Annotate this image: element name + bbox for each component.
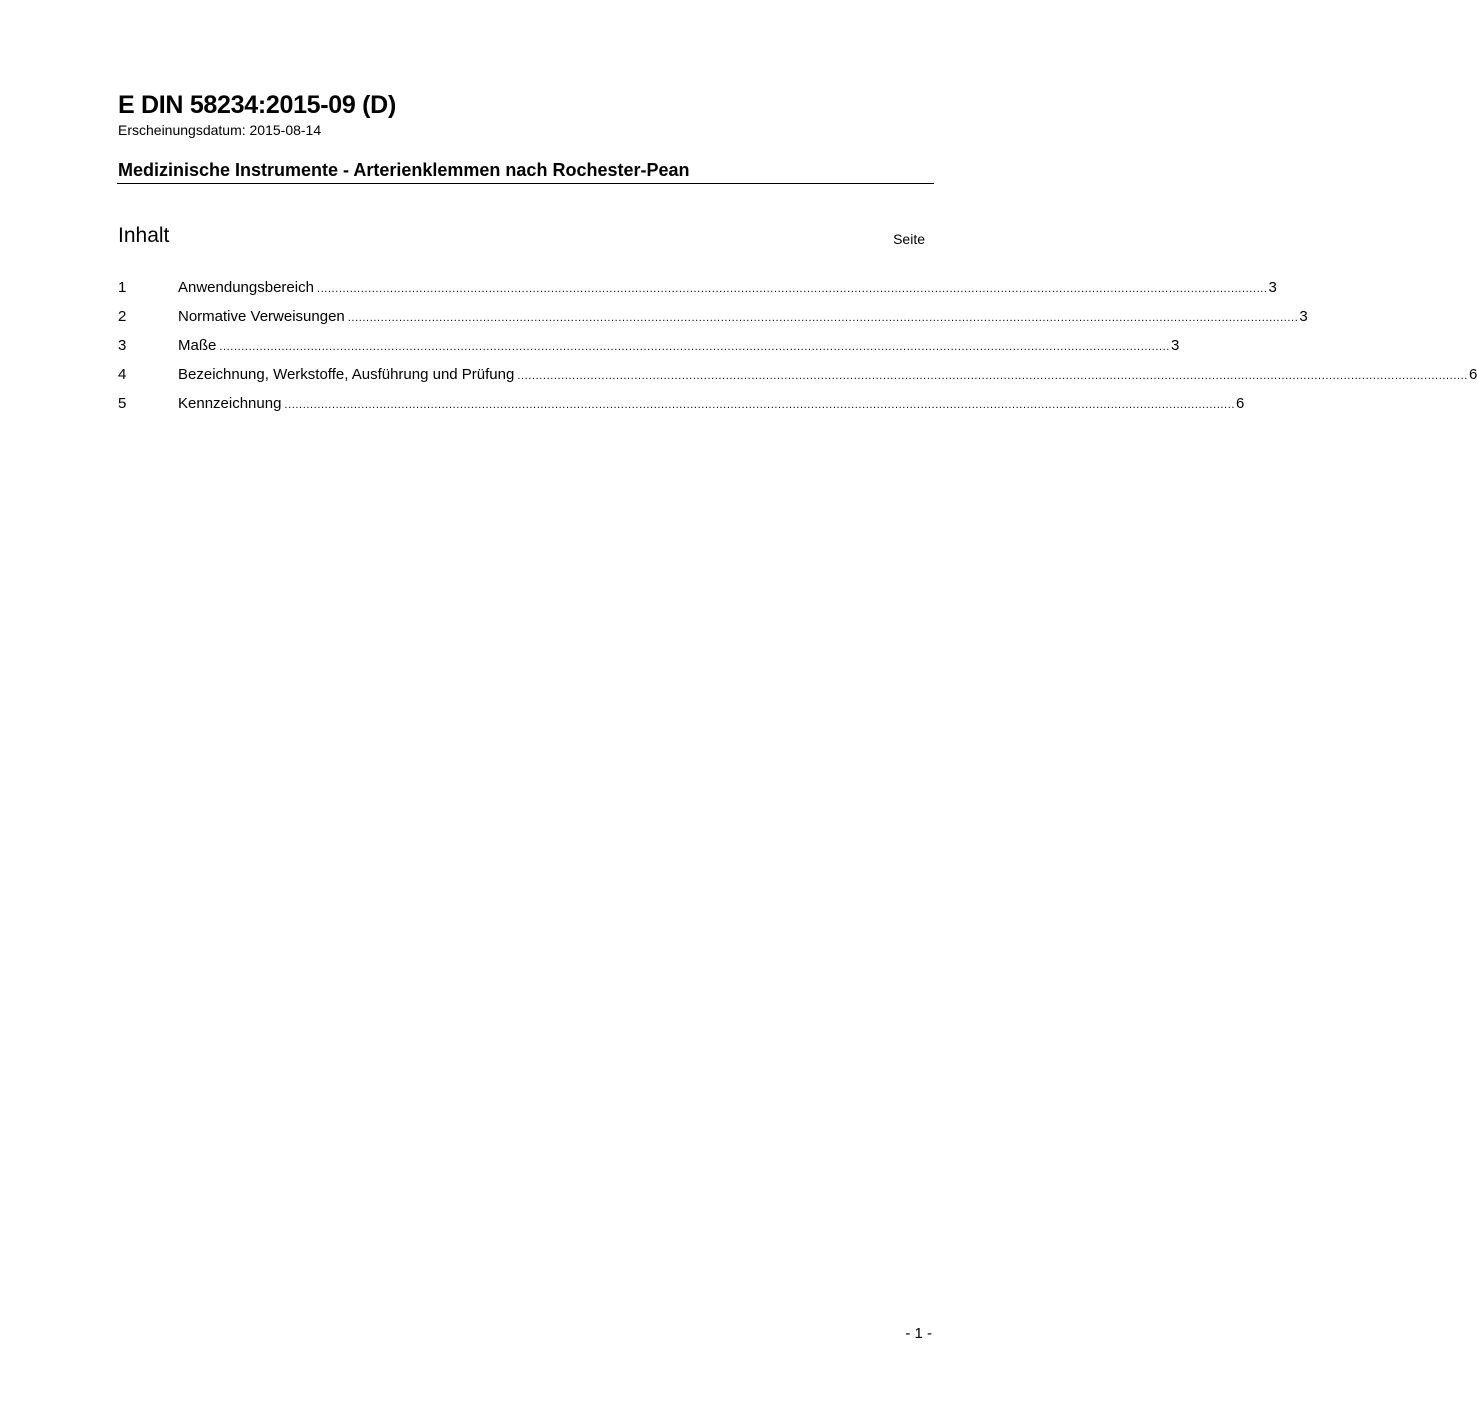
toc-entry-label[interactable]: Maße bbox=[178, 337, 217, 354]
toc-entry-page[interactable]: 3 bbox=[1299, 308, 1308, 325]
toc-entry[interactable] bbox=[118, 336, 1180, 365]
toc-page-column-label: Seite bbox=[893, 231, 925, 247]
toc-entry-label[interactable]: Anwendungsbereich bbox=[178, 279, 314, 296]
toc-entry-number: 1 bbox=[118, 279, 127, 296]
toc-entry-label[interactable]: Bezeichnung, Werkstoffe, Ausführung und Prüfung bbox=[178, 366, 515, 383]
toc-entry-number: 2 bbox=[118, 308, 127, 325]
toc-dot-leader: .................................................................................................................................................................................................................................................................... bbox=[517, 370, 1468, 382]
publication-date: Erscheinungsdatum: 2015-08-14 bbox=[118, 122, 322, 138]
toc-heading: Inhalt bbox=[118, 224, 170, 247]
toc-entry[interactable] bbox=[118, 278, 1277, 307]
toc-entry-number: 3 bbox=[118, 337, 127, 354]
toc-entry-page[interactable]: 3 bbox=[1170, 337, 1180, 354]
toc-entry-page[interactable]: 6 bbox=[1468, 366, 1477, 383]
title-divider bbox=[117, 183, 934, 184]
toc-entry[interactable] bbox=[118, 394, 1245, 423]
toc-dot-leader: .................................................................................................................................................................................................................................................................... bbox=[347, 312, 1299, 324]
toc-entry-label[interactable]: Normative Verweisungen bbox=[178, 308, 345, 325]
toc-dot-leader: .................................................................................................................................................................................................................................................................... bbox=[219, 341, 1170, 353]
toc-dot-leader: .................................................................................................................................................................................................................................................................... bbox=[316, 283, 1268, 295]
page-number: - 1 - bbox=[905, 1325, 932, 1342]
toc-list bbox=[118, 278, 1477, 423]
toc-entry-number: 4 bbox=[118, 366, 127, 383]
toc-entry-label[interactable]: Kennzeichnung bbox=[178, 395, 282, 412]
document-id: E DIN 58234:2015-09 (D) bbox=[118, 91, 396, 119]
document-title: Medizinische Instrumente - Arterienklemmen nach Rochester-Pean bbox=[118, 160, 690, 180]
toc-entry-page[interactable]: 3 bbox=[1268, 279, 1277, 296]
toc-entry[interactable] bbox=[118, 365, 1477, 394]
toc-entry-page[interactable]: 6 bbox=[1236, 395, 1245, 412]
toc-entry-number: 5 bbox=[118, 395, 127, 412]
toc-entry[interactable] bbox=[118, 307, 1308, 336]
toc-dot-leader: .................................................................................................................................................................................................................................................................... bbox=[284, 399, 1236, 411]
